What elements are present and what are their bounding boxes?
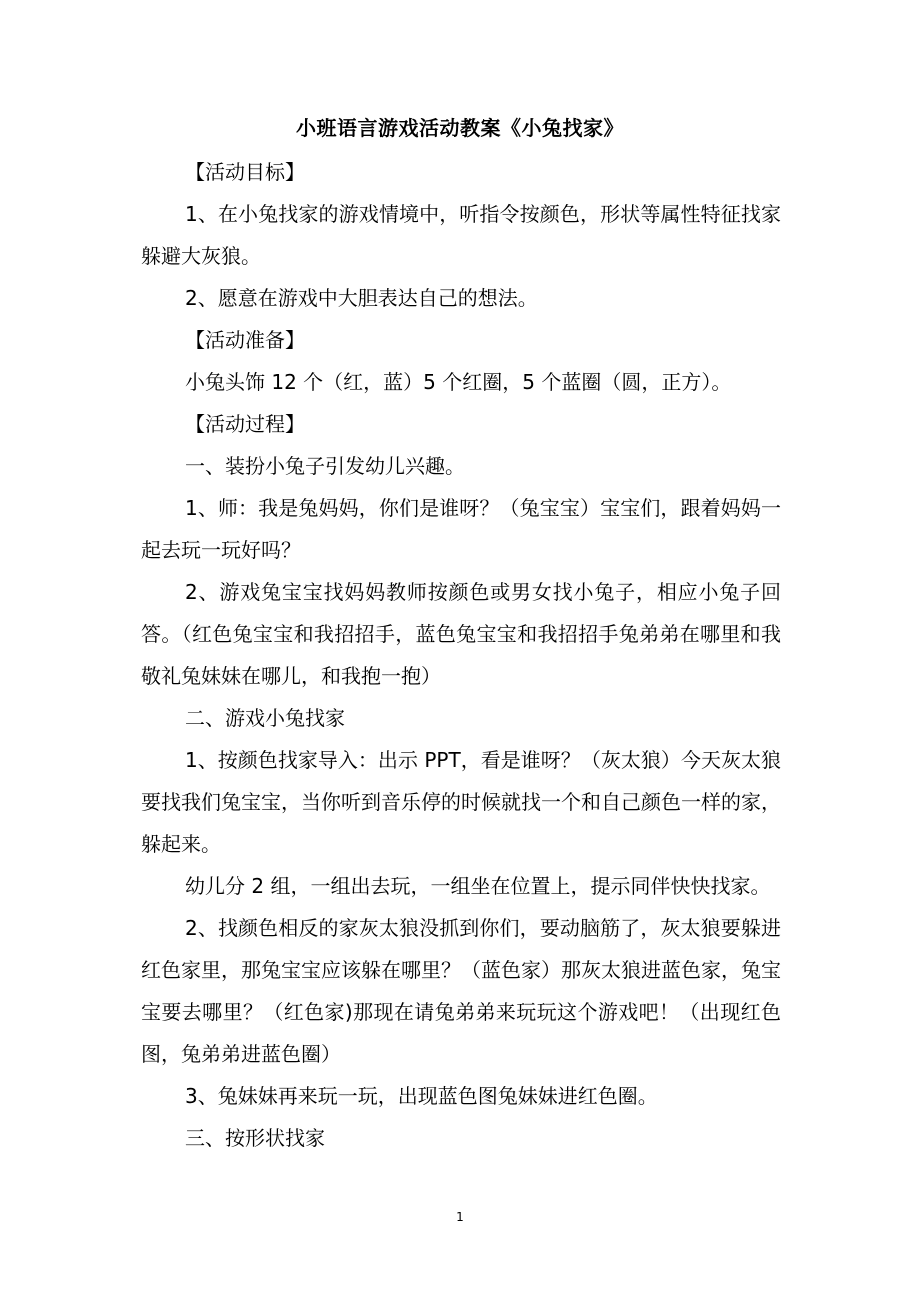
section-heading-goals: 【活动目标】 [185, 160, 305, 184]
section-heading-preparation: 【活动准备】 [185, 328, 305, 352]
paragraph: 1、在小兔找家的游戏情境中，听指令按颜色，形状等属性特征找家躲避大灰狼。 [141, 202, 781, 268]
paragraph: 3、兔妹妹再来玩一玩，出现蓝色图兔妹妹进红色圈。 [185, 1084, 658, 1108]
paragraph: 2、游戏兔宝宝找妈妈教师按颜色或男女找小兔子，相应小兔子回答。（红色兔宝宝和我招招手，蓝色兔宝宝和我招招手兔弟弟在哪里和我敬礼兔妹妹在哪儿，和我抱一抱） [141, 580, 781, 688]
paragraph: 2、找颜色相反的家灰太狼没抓到你们，要动脑筋了，灰太狼要躲进红色家里，那兔宝宝应该躲在哪里？（蓝色家）那灰太狼进蓝色家，兔宝宝要去哪里？（红色家)那现在请兔弟弟来玩玩这个游戏吧！（出现红色图，兔弟弟进蓝色圈） [141, 916, 781, 1066]
paragraph: 二、游戏小兔找家 [185, 706, 345, 730]
page-number: 1 [456, 1210, 464, 1224]
paragraph: 幼儿分 2 组，一组出去玩，一组坐在位置上，提示同伴快快找家。 [185, 874, 771, 898]
section-heading-process: 【活动过程】 [185, 412, 305, 436]
paragraph: 小兔头饰 12 个（红，蓝）5 个红圈，5 个蓝圈（圆，正方）。 [185, 370, 732, 394]
paragraph: 1、师：我是兔妈妈，你们是谁呀？（兔宝宝）宝宝们，跟着妈妈一起去玩一玩好吗？ [141, 496, 781, 562]
paragraph: 1、按颜色找家导入：出示 PPT，看是谁呀？（灰太狼）今天灰太狼要找我们兔宝宝，当你听到音乐停的时候就找一个和自己颜色一样的家，躲起来。 [141, 748, 781, 856]
paragraph: 2、愿意在游戏中大胆表达自己的想法。 [185, 286, 538, 310]
document-title: 小班语言游戏活动教案《小兔找家》 [296, 116, 624, 140]
paragraph: 一、装扮小兔子引发幼儿兴趣。 [185, 454, 465, 478]
document-body [141, 151, 781, 1159]
paragraph: 三、按形状找家 [185, 1126, 325, 1150]
